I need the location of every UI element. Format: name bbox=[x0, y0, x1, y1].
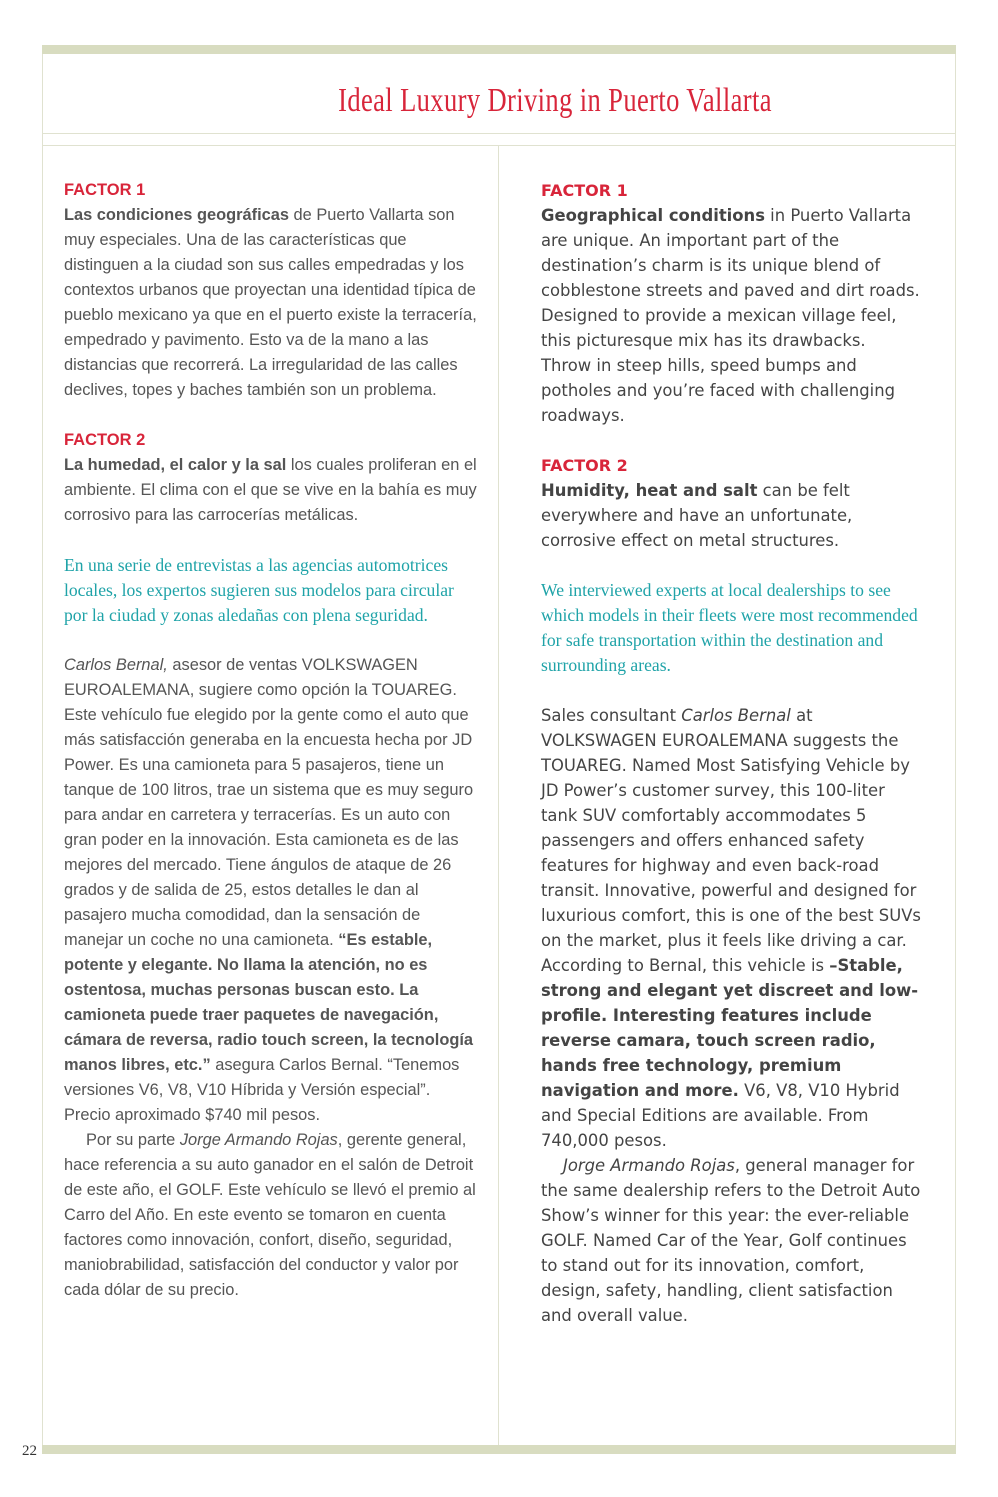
page-title: Ideal Luxury Driving in Puerto Vallarta bbox=[338, 82, 772, 119]
bottom-decorative-bar bbox=[42, 1445, 956, 1454]
factor-1-heading: FACTOR 1 bbox=[541, 181, 628, 200]
factor-2-text: los cuales proliferan en el ambiente. El clima con el que se vive en la bahía es muy corrosivo para las carrocerías metálicas. bbox=[64, 456, 477, 524]
lead-paragraph: En una serie de entrevistas a las agencias automotrices locales, los expertos sugieren sus modelos para circular por la ciudad y zonas aledañas con plena seguridad. bbox=[64, 555, 454, 625]
manager-name: Jorge Armando Rojas bbox=[179, 1131, 338, 1149]
factor-2-bold: Humidity, heat and salt bbox=[541, 481, 758, 500]
factor-2-text: can be felt everywhere and have an unfortunate, corrosive effect on metal structures. bbox=[541, 481, 853, 550]
consultant-name: Carlos Bernal, bbox=[64, 656, 168, 674]
factor-1-body bbox=[541, 203, 921, 428]
factor-2-body bbox=[541, 478, 921, 553]
factor-1-bold: Geographical conditions bbox=[541, 206, 765, 225]
factor-1-text: de Puerto Vallarta son muy especiales. Una de las características que distinguen a la ciudad son sus calles empedradas y los contextos urbanos que proyectan una identidad típica de pueblo mexicano ya que en el puerto existe la terracería, empedrado y pavimento. Esto va de la mano a las distancias que recorrerá. La irregularidad de las calles declives, topes y baches también son un problema. bbox=[64, 206, 477, 399]
factor-2-body bbox=[64, 453, 480, 528]
bold-quote: “Es estable, potente y elegante. No llama la atención, no es ostentosa, muchas personas buscan esto. La camioneta puede traer paquetes de navegación, cámara de reversa, radio touch screen, la tecnología manos libres, etc.” bbox=[64, 931, 474, 1074]
english-column bbox=[541, 178, 921, 1328]
manager-name: Jorge Armando Rojas bbox=[563, 1156, 735, 1175]
touareg-paragraph: Carlos Bernal, asesor de ventas VOLKSWAGEN EUROALEMANA, sugiere como opción la TOUAREG. Este vehículo fue elegido por la gente como el auto que más satisfacción generaba en la encuesta hecha por JD Power. Es una camioneta para 5 pasajeros, tiene un tanque de 100 litros, trae un sistema que es muy seguro para andar en carretera y terracerías. Es un auto con gran poder en la innovación. Esta camioneta es de las mejores del mercado. Tiene ángulos de ataque de 26 grados y de salida de 25, estos detalles le dan al pasajero mucha comodidad, dan la sensación de manejar un coche no una camioneta. “Es estable, potente y elegante. No llama la atención, no es ostentosa, muchas personas buscan esto. La camioneta puede traer paquetes de navegación, cámara de reversa, radio touch screen, la tecnología manos libres, etc.” asegura Carlos Bernal. “Tenemos versiones V6, V8, V10 Híbrida y Versión especial”. Precio aproximado $740 mil pesos. bbox=[64, 656, 474, 1124]
factor-1-bold: Las condiciones geográficas bbox=[64, 206, 289, 224]
lead-paragraph: We interviewed experts at local dealerships to see which models in their fleets were most recommended for safe transportation within the destination and surrounding areas. bbox=[541, 580, 918, 675]
factor-2-bold: La humedad, el calor y la sal bbox=[64, 456, 287, 474]
page-number: 22 bbox=[22, 1443, 37, 1459]
touareg-paragraph: Sales consultant Carlos Bernal at VOLKSWAGEN EUROALEMANA suggests the TOUAREG. Named Most Satisfying Vehicle by JD Power’s customer survey, this 100-liter tank SUV comfortably accommodates 5 passengers and offers enhanced safety features for highway and even back-road transit. Innovative, powerful and designed for luxurious comfort, this is one of the best SUVs on the market, plus it feels like driving a car. According to Bernal, this vehicle is –Stable, strong and elegant yet discreet and low-profile. Interesting features include reverse camara, touch screen radio, hands free technology, premium navigation and more. V6, V8, V10 Hybrid and Special Editions are available. From 740,000 pesos. bbox=[541, 706, 921, 1150]
golf-paragraph: Jorge Armando Rojas, general manager for the same dealership refers to the Detroit Auto Show’s winner for this year: the ever-reliable GOLF. Named Car of the Year, Golf continues to stand out for its innovation, comfort, design, safety, handling, client satisfaction and overall value. bbox=[541, 1156, 921, 1325]
top-decorative-bar bbox=[42, 45, 956, 54]
factor-2-heading: FACTOR 2 bbox=[541, 456, 628, 475]
factor-2-heading: FACTOR 2 bbox=[64, 431, 146, 449]
column-divider bbox=[498, 145, 499, 1445]
spanish-column bbox=[64, 178, 480, 1303]
golf-paragraph: Por su parte Jorge Armando Rojas, gerente general, hace referencia a su auto ganador en el salón de Detroit de este año, el GOLF. Este vehículo se llevó el premio al Carro del Año. En este evento se tomaron en cuenta factores como innovación, confort, diseño, seguridad, maniobrabilidad, satisfacción del conductor y valor por cada dólar de su precio. bbox=[64, 1131, 476, 1299]
bold-quote: –Stable, strong and elegant yet discreet and low-profile. Interesting features include reverse camara, touch screen radio, hands free technology, premium navigation and more. bbox=[541, 956, 919, 1100]
title-rule bbox=[42, 133, 956, 134]
factor-1-text: in Puerto Vallarta are unique. An important part of the destination’s charm is its unique blend of cobblestone streets and paved and dirt roads. Designed to provide a mexican village feel, this picturesque mix has its drawbacks. Throw in steep hills, speed bumps and potholes and you’re faced with challenging roadways. bbox=[541, 206, 920, 425]
consultant-name: Carlos Bernal bbox=[681, 706, 791, 725]
factor-1-heading: FACTOR 1 bbox=[64, 181, 146, 199]
factor-1-body bbox=[64, 203, 480, 403]
title-rule-lower bbox=[42, 145, 956, 146]
